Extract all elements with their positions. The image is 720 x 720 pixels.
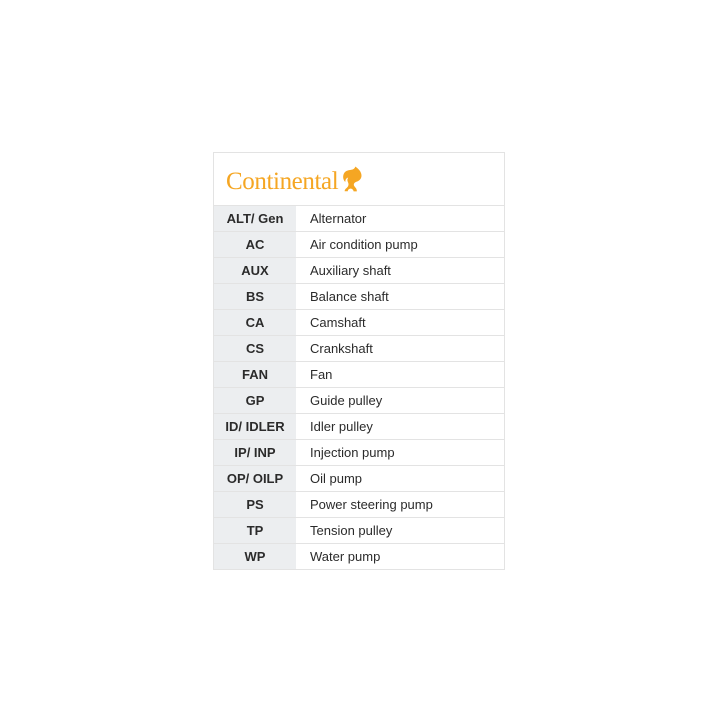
legend-abbreviation: CS [214,336,296,361]
legend-row [214,414,504,440]
legend-row [214,284,504,310]
legend-row [214,232,504,258]
continental-logo [226,165,363,194]
legend-row [214,362,504,388]
legend-description: Alternator [296,206,504,231]
legend-description: Balance shaft [296,284,504,309]
legend-row [214,466,504,492]
legend-row [214,258,504,284]
legend-abbreviation: TP [214,518,296,543]
legend-row [214,310,504,336]
legend-row [214,440,504,466]
legend-abbreviation: AUX [214,258,296,283]
legend-description: Oil pump [296,466,504,491]
legend-description: Fan [296,362,504,387]
legend-description: Auxiliary shaft [296,258,504,283]
legend-description: Camshaft [296,310,504,335]
legend-description: Tension pulley [296,518,504,543]
continental-horse-icon [341,165,363,193]
legend-abbreviation: BS [214,284,296,309]
legend-abbreviation: GP [214,388,296,413]
legend-description: Idler pulley [296,414,504,439]
legend-row [214,206,504,232]
legend-row [214,336,504,362]
legend-abbreviation: PS [214,492,296,517]
brand-header [214,153,504,206]
legend-row [214,388,504,414]
legend-description: Water pump [296,544,504,569]
legend-row [214,492,504,518]
legend-abbreviation: FAN [214,362,296,387]
legend-abbreviation: CA [214,310,296,335]
legend-abbreviation: IP/ INP [214,440,296,465]
legend-row [214,544,504,569]
legend-description: Injection pump [296,440,504,465]
legend-abbreviation: OP/ OILP [214,466,296,491]
abbreviation-legend-card [213,152,505,570]
legend-rows [214,206,504,569]
brand-name: Continental [226,167,339,195]
legend-abbreviation: ID/ IDLER [214,414,296,439]
legend-description: Power steering pump [296,492,504,517]
legend-abbreviation: WP [214,544,296,569]
legend-description: Crankshaft [296,336,504,361]
legend-abbreviation: ALT/ Gen [214,206,296,231]
legend-description: Guide pulley [296,388,504,413]
legend-abbreviation: AC [214,232,296,257]
legend-row [214,518,504,544]
legend-description: Air condition pump [296,232,504,257]
